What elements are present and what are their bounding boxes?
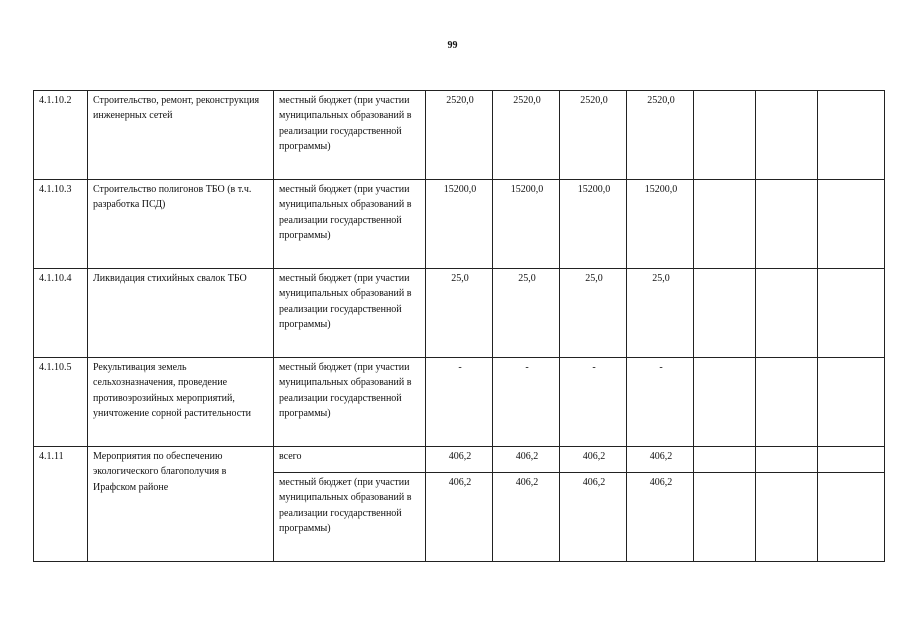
- row-code: 4.1.10.2: [34, 91, 88, 180]
- empty-cell: [818, 447, 885, 473]
- row-value: 406,2: [560, 473, 627, 562]
- empty-cell: [694, 473, 756, 562]
- row-value: 406,2: [627, 473, 694, 562]
- row-value: -: [493, 358, 560, 447]
- row-name: Рекультивация земель сельхозназначения, проведение противоэрозийных мероприятий, уничтожение сорной растительности: [88, 358, 274, 447]
- row-name: Строительство, ремонт, реконструкция инженерных сетей: [88, 91, 274, 180]
- row-funding-source: местный бюджет (при участии муниципальных образований в реализации государственной программы): [274, 180, 426, 269]
- page-number: 99: [447, 40, 458, 51]
- empty-cell: [694, 358, 756, 447]
- empty-cell: [818, 473, 885, 562]
- row-code: 4.1.10.3: [34, 180, 88, 269]
- empty-cell: [694, 447, 756, 473]
- row-name: Ликвидация стихийных свалок ТБО: [88, 269, 274, 358]
- row-value: 406,2: [560, 447, 627, 473]
- row-value: -: [627, 358, 694, 447]
- empty-cell: [818, 358, 885, 447]
- row-value: 406,2: [493, 447, 560, 473]
- row-value: 406,2: [426, 473, 493, 562]
- empty-cell: [818, 269, 885, 358]
- row-funding-source: местный бюджет (при участии муниципальных образований в реализации государственной программы): [274, 358, 426, 447]
- row-value: 2520,0: [493, 91, 560, 180]
- row-value: 15200,0: [426, 180, 493, 269]
- row-value: 2520,0: [627, 91, 694, 180]
- empty-cell: [818, 180, 885, 269]
- row-code: 4.1.10.4: [34, 269, 88, 358]
- row-name: Строительство полигонов ТБО (в т.ч. разработка ПСД): [88, 180, 274, 269]
- empty-cell: [756, 473, 818, 562]
- table-row: [34, 180, 885, 269]
- empty-cell: [756, 447, 818, 473]
- row-value: 15200,0: [560, 180, 627, 269]
- row-funding-source: местный бюджет (при участии муниципальных образований в реализации государственной программы): [274, 473, 426, 562]
- empty-cell: [756, 180, 818, 269]
- row-funding-source: местный бюджет (при участии муниципальных образований в реализации государственной программы): [274, 91, 426, 180]
- empty-cell: [694, 91, 756, 180]
- row-name: Мероприятия по обеспечению экологического благополучия в Ирафском районе: [88, 447, 274, 562]
- empty-cell: [818, 91, 885, 180]
- table-row: [34, 447, 885, 473]
- table-row: [34, 91, 885, 180]
- budget-table: [33, 90, 885, 562]
- row-value: 406,2: [627, 447, 694, 473]
- empty-cell: [756, 269, 818, 358]
- table-row: [34, 269, 885, 358]
- row-value: 25,0: [560, 269, 627, 358]
- row-code: 4.1.11: [34, 447, 88, 562]
- row-value: 15200,0: [493, 180, 560, 269]
- row-funding-source: местный бюджет (при участии муниципальных образований в реализации государственной программы): [274, 269, 426, 358]
- row-value: -: [560, 358, 627, 447]
- empty-cell: [756, 91, 818, 180]
- row-value: -: [426, 358, 493, 447]
- row-value: 25,0: [426, 269, 493, 358]
- row-funding-source: всего: [274, 447, 426, 473]
- row-value: 406,2: [493, 473, 560, 562]
- row-value: 2520,0: [560, 91, 627, 180]
- empty-cell: [694, 180, 756, 269]
- table-row: [34, 358, 885, 447]
- row-value: 25,0: [627, 269, 694, 358]
- empty-cell: [694, 269, 756, 358]
- empty-cell: [756, 358, 818, 447]
- row-value: 25,0: [493, 269, 560, 358]
- row-value: 15200,0: [627, 180, 694, 269]
- row-value: 2520,0: [426, 91, 493, 180]
- row-value: 406,2: [426, 447, 493, 473]
- row-code: 4.1.10.5: [34, 358, 88, 447]
